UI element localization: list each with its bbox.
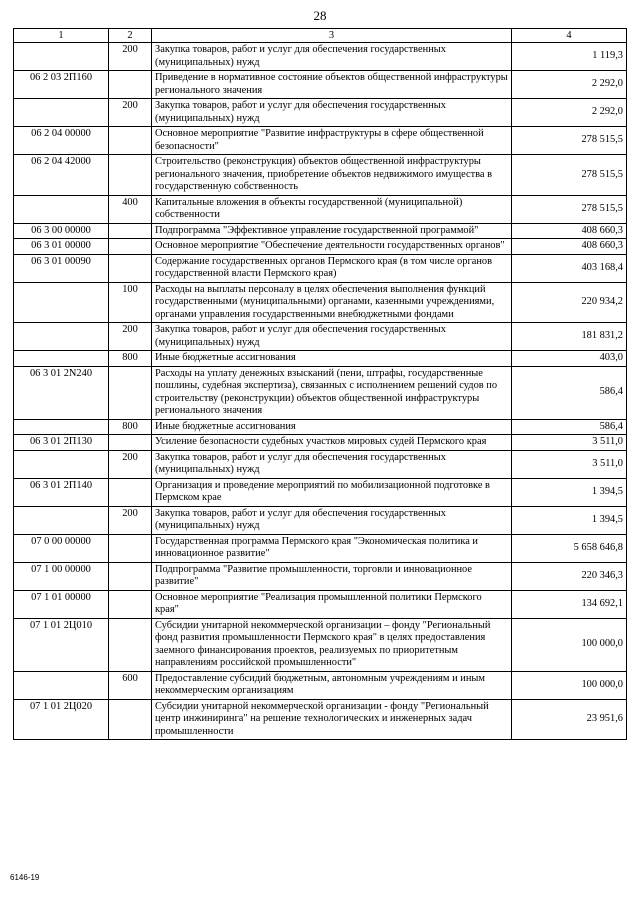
row-amount: 3 511,0: [512, 435, 627, 451]
row-name: Приведение в нормативное состояние объектов общественной инфраструктуры регионального значения: [152, 71, 512, 99]
row-name: Предоставление субсидий бюджетным, автономным учреждениям и иным некоммерческим организациям: [152, 671, 512, 699]
table-row: [14, 435, 627, 451]
row-amount: 100 000,0: [512, 671, 627, 699]
row-code: 06 3 01 2П140: [14, 478, 109, 506]
table-row: [14, 506, 627, 534]
row-name: Расходы на выплаты персоналу в целях обеспечения выполнения функций государственными (муниципальными) органами, казенными учреждениями, органами управления государственными внебюджетными фондами: [152, 282, 512, 323]
row-code: 06 3 01 2N240: [14, 366, 109, 419]
row-name: Субсидии унитарной некоммерческой организации – фонду "Региональный фонд развития промышленности Пермского края" в целях предоставления заемного финансирования проектов, реализуемых по приоритетным направлениям российской промышленности": [152, 618, 512, 671]
row-amount: 1 119,3: [512, 43, 627, 71]
page-number: 28: [313, 8, 327, 23]
row-amount: 220 934,2: [512, 282, 627, 323]
row-code: 07 1 01 00000: [14, 590, 109, 618]
row-expense-type: [109, 71, 152, 99]
row-expense-type: [109, 435, 152, 451]
row-code: 07 0 00 00000: [14, 534, 109, 562]
row-code: [14, 195, 109, 223]
row-expense-type: [109, 127, 152, 155]
row-code: 06 3 01 00000: [14, 239, 109, 255]
row-code: [14, 282, 109, 323]
row-name: Иные бюджетные ассигнования: [152, 351, 512, 367]
row-code: 06 3 01 2П130: [14, 435, 109, 451]
table-row: [14, 671, 627, 699]
row-name: Закупка товаров, работ и услуг для обеспечения государственных (муниципальных) нужд: [152, 43, 512, 71]
row-amount: 220 346,3: [512, 562, 627, 590]
row-expense-type: [109, 366, 152, 419]
row-expense-type: 200: [109, 506, 152, 534]
row-expense-type: 400: [109, 195, 152, 223]
row-expense-type: [109, 155, 152, 196]
table-row: [14, 699, 627, 740]
row-code: [14, 99, 109, 127]
table-row: [14, 618, 627, 671]
row-amount: 2 292,0: [512, 71, 627, 99]
column-header: 3: [152, 29, 512, 43]
row-amount: 278 515,5: [512, 127, 627, 155]
row-expense-type: 200: [109, 43, 152, 71]
row-amount: 408 660,3: [512, 223, 627, 239]
row-expense-type: [109, 562, 152, 590]
row-name: Иные бюджетные ассигнования: [152, 419, 512, 435]
table-row: [14, 254, 627, 282]
row-code: 06 2 04 42000: [14, 155, 109, 196]
row-name: Основное мероприятие "Обеспечение деятельности государственных органов": [152, 239, 512, 255]
table-row: [14, 323, 627, 351]
row-code: [14, 671, 109, 699]
table-row: [14, 590, 627, 618]
row-code: 07 1 01 2Ц010: [14, 618, 109, 671]
row-expense-type: [109, 254, 152, 282]
row-expense-type: 800: [109, 351, 152, 367]
row-name: Капитальные вложения в объекты государственной (муниципальной) собственности: [152, 195, 512, 223]
row-expense-type: [109, 699, 152, 740]
row-expense-type: [109, 223, 152, 239]
row-amount: 5 658 646,8: [512, 534, 627, 562]
row-amount: 181 831,2: [512, 323, 627, 351]
row-code: 06 2 03 2П160: [14, 71, 109, 99]
row-expense-type: [109, 590, 152, 618]
table-row: [14, 450, 627, 478]
footer-code: 6146-19: [10, 873, 40, 882]
row-amount: 1 394,5: [512, 506, 627, 534]
row-name: Строительство (реконструкция) объектов общественной инфраструктуры регионального значения, приобретение объектов недвижимого имущества в государственную собственность: [152, 155, 512, 196]
row-code: [14, 43, 109, 71]
row-amount: 23 951,6: [512, 699, 627, 740]
table-row: [14, 127, 627, 155]
row-name: Закупка товаров, работ и услуг для обеспечения государственных (муниципальных) нужд: [152, 450, 512, 478]
table-header-row: [14, 29, 627, 43]
row-code: [14, 323, 109, 351]
row-expense-type: 600: [109, 671, 152, 699]
row-name: Государственная программа Пермского края "Экономическая политика и инновационное развитие": [152, 534, 512, 562]
row-amount: 1 394,5: [512, 478, 627, 506]
row-name: Подпрограмма "Развитие промышленности, торговли и инновационное развитие": [152, 562, 512, 590]
table-row: [14, 478, 627, 506]
row-amount: 586,4: [512, 366, 627, 419]
row-name: Содержание государственных органов Пермского края (в том числе органов государственной власти Пермского края): [152, 254, 512, 282]
row-amount: 134 692,1: [512, 590, 627, 618]
row-expense-type: [109, 478, 152, 506]
row-amount: 3 511,0: [512, 450, 627, 478]
table-row: [14, 195, 627, 223]
table-row: [14, 155, 627, 196]
table-row: [14, 99, 627, 127]
row-amount: 278 515,5: [512, 195, 627, 223]
row-code: [14, 419, 109, 435]
table-row: [14, 562, 627, 590]
row-expense-type: 200: [109, 450, 152, 478]
row-code: [14, 506, 109, 534]
table-row: [14, 419, 627, 435]
row-code: 06 3 01 00090: [14, 254, 109, 282]
row-expense-type: 200: [109, 323, 152, 351]
table-row: [14, 366, 627, 419]
row-code: 07 1 00 00000: [14, 562, 109, 590]
row-name: Закупка товаров, работ и услуг для обеспечения государственных (муниципальных) нужд: [152, 506, 512, 534]
budget-table: [13, 28, 627, 740]
row-amount: 403 168,4: [512, 254, 627, 282]
row-code: [14, 450, 109, 478]
row-name: Закупка товаров, работ и услуг для обеспечения государственных (муниципальных) нужд: [152, 99, 512, 127]
table-row: [14, 239, 627, 255]
row-code: 07 1 01 2Ц020: [14, 699, 109, 740]
row-name: Субсидии унитарной некоммерческой организации - фонду "Региональный центр инжиниринга" на решение технологических и инженерных задач промышленности: [152, 699, 512, 740]
table-row: [14, 534, 627, 562]
table-row: [14, 223, 627, 239]
row-name: Подпрограмма "Эффективное управление государственной программой": [152, 223, 512, 239]
row-expense-type: 200: [109, 99, 152, 127]
table-row: [14, 282, 627, 323]
table-row: [14, 43, 627, 71]
column-header: 4: [512, 29, 627, 43]
row-name: Закупка товаров, работ и услуг для обеспечения государственных (муниципальных) нужд: [152, 323, 512, 351]
row-code: [14, 351, 109, 367]
column-header: 2: [109, 29, 152, 43]
row-amount: 100 000,0: [512, 618, 627, 671]
row-name: Расходы на уплату денежных взысканий (пени, штрафы, государственные пошлины, судебная экспертиза), связанных с исполнением решений судов по строительству (реконструкции) объектов общественной инфраструктуры регионального значения: [152, 366, 512, 419]
column-header: 1: [14, 29, 109, 43]
row-code: 06 3 00 00000: [14, 223, 109, 239]
row-expense-type: [109, 534, 152, 562]
row-name: Организация и проведение мероприятий по мобилизационной подготовке в Пермском крае: [152, 478, 512, 506]
row-name: Основное мероприятие "Развитие инфраструктуры в сфере общественной безопасности": [152, 127, 512, 155]
row-code: 06 2 04 00000: [14, 127, 109, 155]
row-expense-type: [109, 239, 152, 255]
row-amount: 408 660,3: [512, 239, 627, 255]
row-name: Усиление безопасности судебных участков мировых судей Пермского края: [152, 435, 512, 451]
row-amount: 586,4: [512, 419, 627, 435]
row-amount: 403,0: [512, 351, 627, 367]
row-expense-type: [109, 618, 152, 671]
row-amount: 278 515,5: [512, 155, 627, 196]
row-expense-type: 100: [109, 282, 152, 323]
table-row: [14, 71, 627, 99]
row-name: Основное мероприятие "Реализация промышленной политики Пермского края": [152, 590, 512, 618]
row-amount: 2 292,0: [512, 99, 627, 127]
table-row: [14, 351, 627, 367]
table-body: [14, 43, 627, 740]
row-expense-type: 800: [109, 419, 152, 435]
